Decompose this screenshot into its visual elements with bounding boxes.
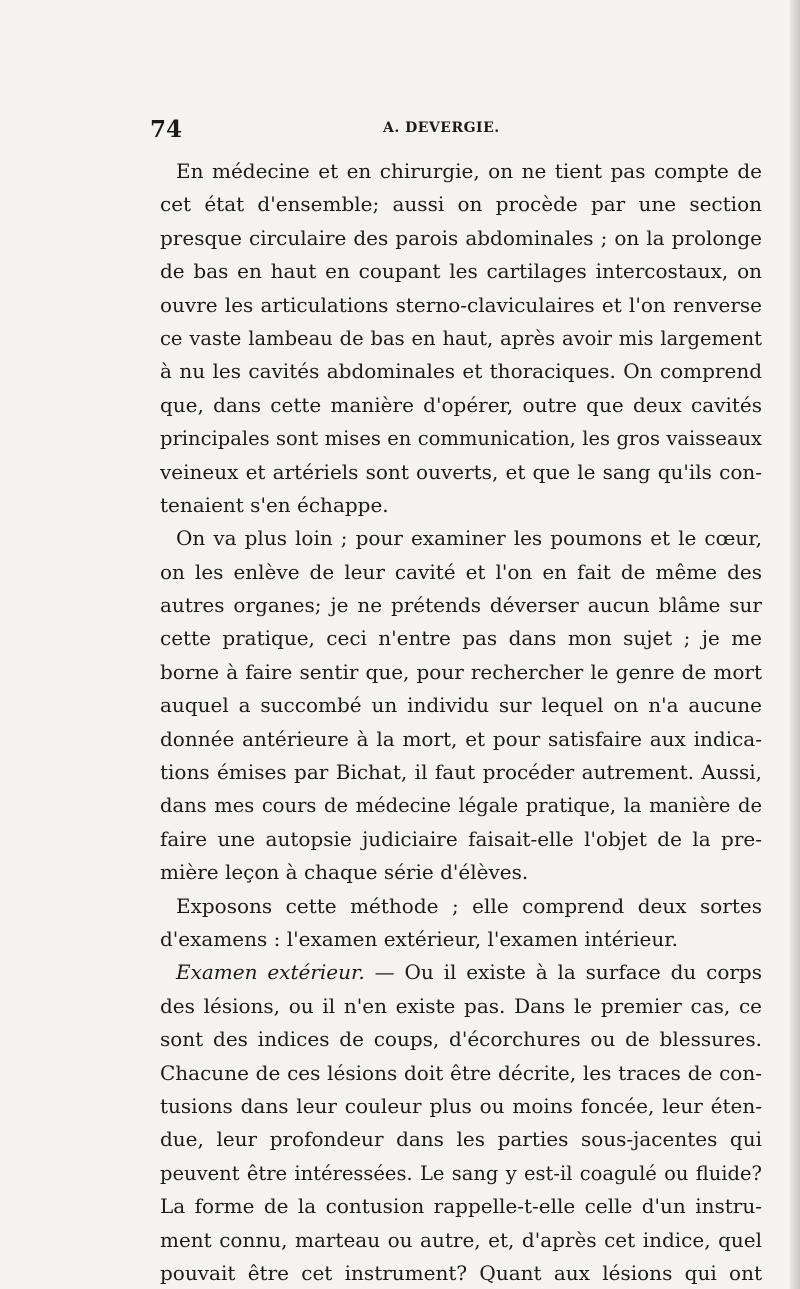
text-line [160,956,762,989]
text-line: autres organes; je ne prétends déverser aucun blâme sur [160,593,762,618]
text-line: de bas en haut en coupant les cartilages intercostaux, on [160,259,762,284]
text-line: à nu les cavités abdominales et thoraciques. On comprend [160,359,762,384]
text-run: — Ou il existe à la surface du corps [364,960,762,985]
text-line: auquel a succombé un individu sur lequel on n'a aucune [160,693,762,718]
text-line: dans mes cours de médecine légale pratique, la manière de [160,794,762,818]
text-line: borne à faire sentir que, pour rechercher le genre de mort [160,659,762,684]
text-line: presque circulaire des parois abdominales ; on la prolonge [160,225,762,250]
text-line: cette pratique, ceci n'entre pas dans mon sujet ; je me [160,626,762,651]
section-heading-italic: Examen extérieur. [176,960,365,985]
text-line: sont des indices de coups, d'écorchures ou de blessures. [160,1027,762,1052]
text-line: En médecine et en chirurgie, on ne tient pas compte de [176,159,762,183]
page-edge-shadow [790,0,800,1289]
running-head: A. DEVERGIE. [383,120,500,136]
body-text [160,155,762,1289]
text-line: des lésions, ou il n'en existe pas. Dans le premier cas, ce [160,993,762,1018]
text-line: peuvent être intéressées. Le sang y est-il coagulé ou fluide? [160,1161,762,1185]
text-line: ce vaste lambeau de bas en haut, après avoir mis largement [160,326,762,350]
text-line: Exposons cette méthode ; elle comprend deux sortes [176,893,762,918]
page-number: 74 [150,116,183,143]
text-line: d'examens : l'examen extérieur, l'examen intérieur. [160,926,678,951]
text-line: que, dans cette manière d'opérer, outre que deux cavités [160,392,762,417]
text-line: on les enlève de leur cavité et l'on en fait de même des [160,559,762,584]
text-line: ment connu, marteau ou autre, et, d'après cet indice, quel [160,1227,762,1252]
page-header [150,114,760,148]
text-line: La forme de la contusion rappelle-t-elle celle d'un instru- [160,1194,762,1219]
text-line: veineux et artériels sont ouverts, et que le sang qu'ils con- [160,459,762,484]
text-line: donnée antérieure à la mort, et pour satisfaire aux indica- [160,726,762,751]
text-line: principales sont mises en communication, les gros vaisseaux [160,427,762,451]
text-line: On va plus loin ; pour examiner les poumons et le cœur, [176,526,762,551]
text-line: pouvait être cet instrument? Quant aux lésions qui ont [160,1260,762,1285]
text-line: due, leur profondeur dans les parties sous-jacentes qui [160,1127,762,1152]
text-line: tusions dans leur couleur plus ou moins foncée, leur éten- [160,1093,762,1118]
text-line: Chacune de ces lésions doit être décrite, les traces de con- [160,1060,762,1085]
text-line: faire une autopsie judiciaire faisait-elle l'objet de la pre- [160,826,762,851]
text-line: tenaient s'en échappe. [160,492,389,517]
text-line: tions émises par Bichat, il faut procéder autrement. Aussi, [160,760,762,785]
text-line: cet état d'ensemble; aussi on procède par une section [160,192,762,217]
text-line: mière leçon à chaque série d'élèves. [160,860,529,885]
text-line: ouvre les articulations sterno-claviculaires et l'on renverse [160,292,762,317]
